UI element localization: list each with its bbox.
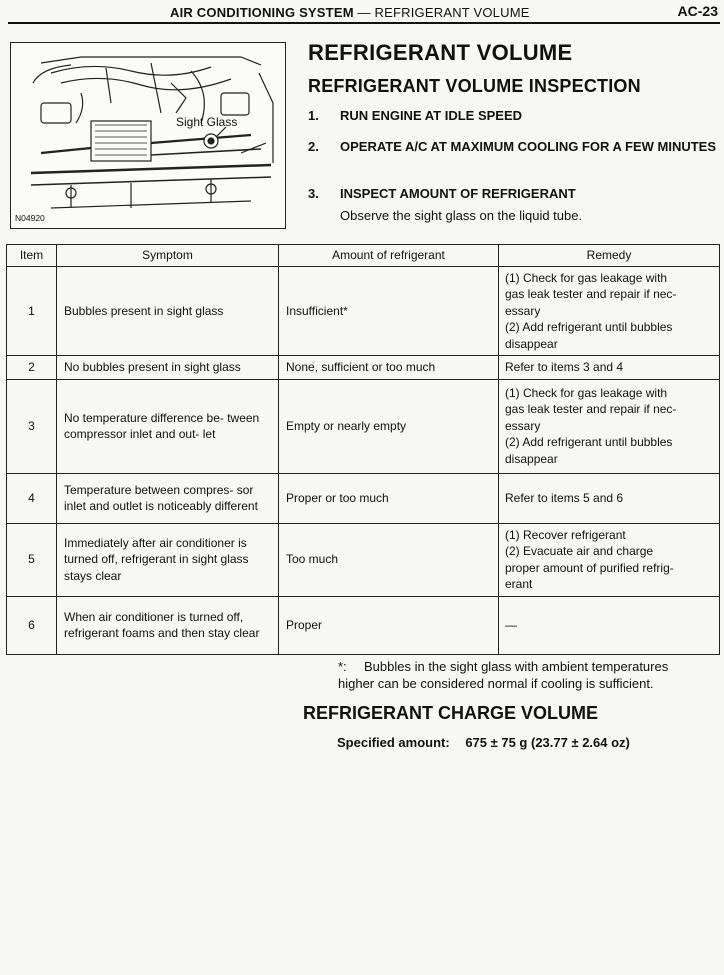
col-header-item: Item <box>7 245 57 267</box>
cell-item: 5 <box>7 523 57 596</box>
footnote-line-1: Bubbles in the sight glass with ambient temperatures <box>364 659 669 674</box>
step-3-note: Observe the sight glass on the liquid tube. <box>340 208 583 223</box>
cell-amount: Proper or too much <box>279 473 499 523</box>
cell-item: 4 <box>7 473 57 523</box>
step-number: 3. <box>308 186 319 201</box>
remedy-line: erant <box>505 577 533 591</box>
specified-amount-value: 675 ± 75 g (23.77 ± 2.64 oz) <box>465 735 630 750</box>
header-dash: — <box>357 5 371 20</box>
sight-glass-callout: Sight Glass <box>176 115 238 129</box>
remedy-line: essary <box>505 303 541 318</box>
remedy-line: (2) Add refrigerant until bubbles <box>505 435 673 450</box>
cell-item: 1 <box>7 266 57 356</box>
cell-symptom: Immediately after air conditioner is turned off, refrigerant in sight glass stays clear <box>57 523 279 596</box>
page-title: REFRIGERANT VOLUME <box>308 40 573 65</box>
page-header <box>0 0 724 26</box>
cell-symptom: No bubbles present in sight glass <box>57 356 279 380</box>
cell-remedy <box>499 473 720 523</box>
table-row <box>7 473 720 523</box>
cell-remedy <box>499 356 720 380</box>
cell-amount: Empty or nearly empty <box>279 379 499 473</box>
engine-bay-illustration <box>11 43 285 228</box>
cell-remedy <box>499 596 720 654</box>
table-row <box>7 379 720 473</box>
cell-item: 3 <box>7 379 57 473</box>
specified-amount-label: Specified amount: <box>337 735 450 750</box>
footnote-line-2: higher can be considered normal if cooling is sufficient. <box>338 676 654 691</box>
remedy-line: (1) Check for gas leakage with <box>505 270 668 285</box>
header-subsection: REFRIGERANT VOLUME <box>374 5 530 20</box>
remedy-line: — <box>505 617 517 632</box>
table-row <box>7 356 720 380</box>
step-text: INSPECT AMOUNT OF REFRIGERANT <box>340 186 576 201</box>
cell-item: 6 <box>7 596 57 654</box>
cell-symptom: Temperature between compres- sor inlet and outlet is noticeably different <box>57 473 279 523</box>
refrigerant-inspection-table <box>6 244 720 655</box>
cell-item: 2 <box>7 356 57 380</box>
section-subtitle: REFRIGERANT VOLUME INSPECTION <box>308 76 641 96</box>
remedy-line: proper amount of purified refrig- <box>505 560 674 575</box>
cell-remedy <box>499 266 720 356</box>
header-section: AIR CONDITIONING SYSTEM <box>170 5 354 20</box>
table-row <box>7 523 720 596</box>
remedy-line: Refer to items 3 and 4 <box>505 360 624 374</box>
remedy-line: essary <box>505 418 541 433</box>
cell-amount: Insufficient* <box>279 266 499 356</box>
remedy-line: (2) Evacuate air and charge <box>505 544 654 558</box>
cell-remedy <box>499 379 720 473</box>
sight-glass-figure <box>10 42 286 229</box>
table-row <box>7 266 720 356</box>
col-header-symptom: Symptom <box>57 245 279 267</box>
remedy-line: (2) Add refrigerant until bubbles <box>505 320 673 334</box>
specified-amount <box>337 735 630 750</box>
page-code: AC-23 <box>677 3 718 19</box>
remedy-line: (1) Recover refrigerant <box>505 527 626 542</box>
table-header-row <box>7 245 720 267</box>
remedy-line: gas leak tester and repair if nec- <box>505 287 677 301</box>
remedy-line: gas leak tester and repair if nec- <box>505 402 677 417</box>
step-text: OPERATE A/C AT MAXIMUM COOLING FOR A FEW MINUTES <box>340 139 717 154</box>
header-title <box>170 5 530 20</box>
step-text: RUN ENGINE AT IDLE SPEED <box>340 108 523 123</box>
step-number: 2. <box>308 139 319 154</box>
remedy-line: disappear <box>505 451 558 466</box>
remedy-line: Refer to items 5 and 6 <box>505 490 624 505</box>
cell-remedy <box>499 523 720 596</box>
figure-code: N04920 <box>15 213 45 223</box>
remedy-line: disappear <box>505 336 558 351</box>
cell-amount: Proper <box>279 596 499 654</box>
footnote-mark: *: <box>338 659 347 674</box>
col-header-remedy: Remedy <box>499 245 720 267</box>
step-number: 1. <box>308 108 319 123</box>
remedy-line: (1) Check for gas leakage with <box>505 385 668 400</box>
charge-volume-heading: REFRIGERANT CHARGE VOLUME <box>303 703 599 723</box>
header-rule <box>8 22 720 24</box>
cell-symptom: Bubbles present in sight glass <box>57 266 279 356</box>
cell-symptom: When air conditioner is turned off, refrigerant foams and then stay clear <box>57 596 279 654</box>
col-header-amount: Amount of refrigerant <box>279 245 499 267</box>
cell-amount: None, sufficient or too much <box>279 356 499 380</box>
cell-amount: Too much <box>279 523 499 596</box>
cell-symptom: No temperature difference be- tween compressor inlet and out- let <box>57 379 279 473</box>
table-row <box>7 596 720 654</box>
